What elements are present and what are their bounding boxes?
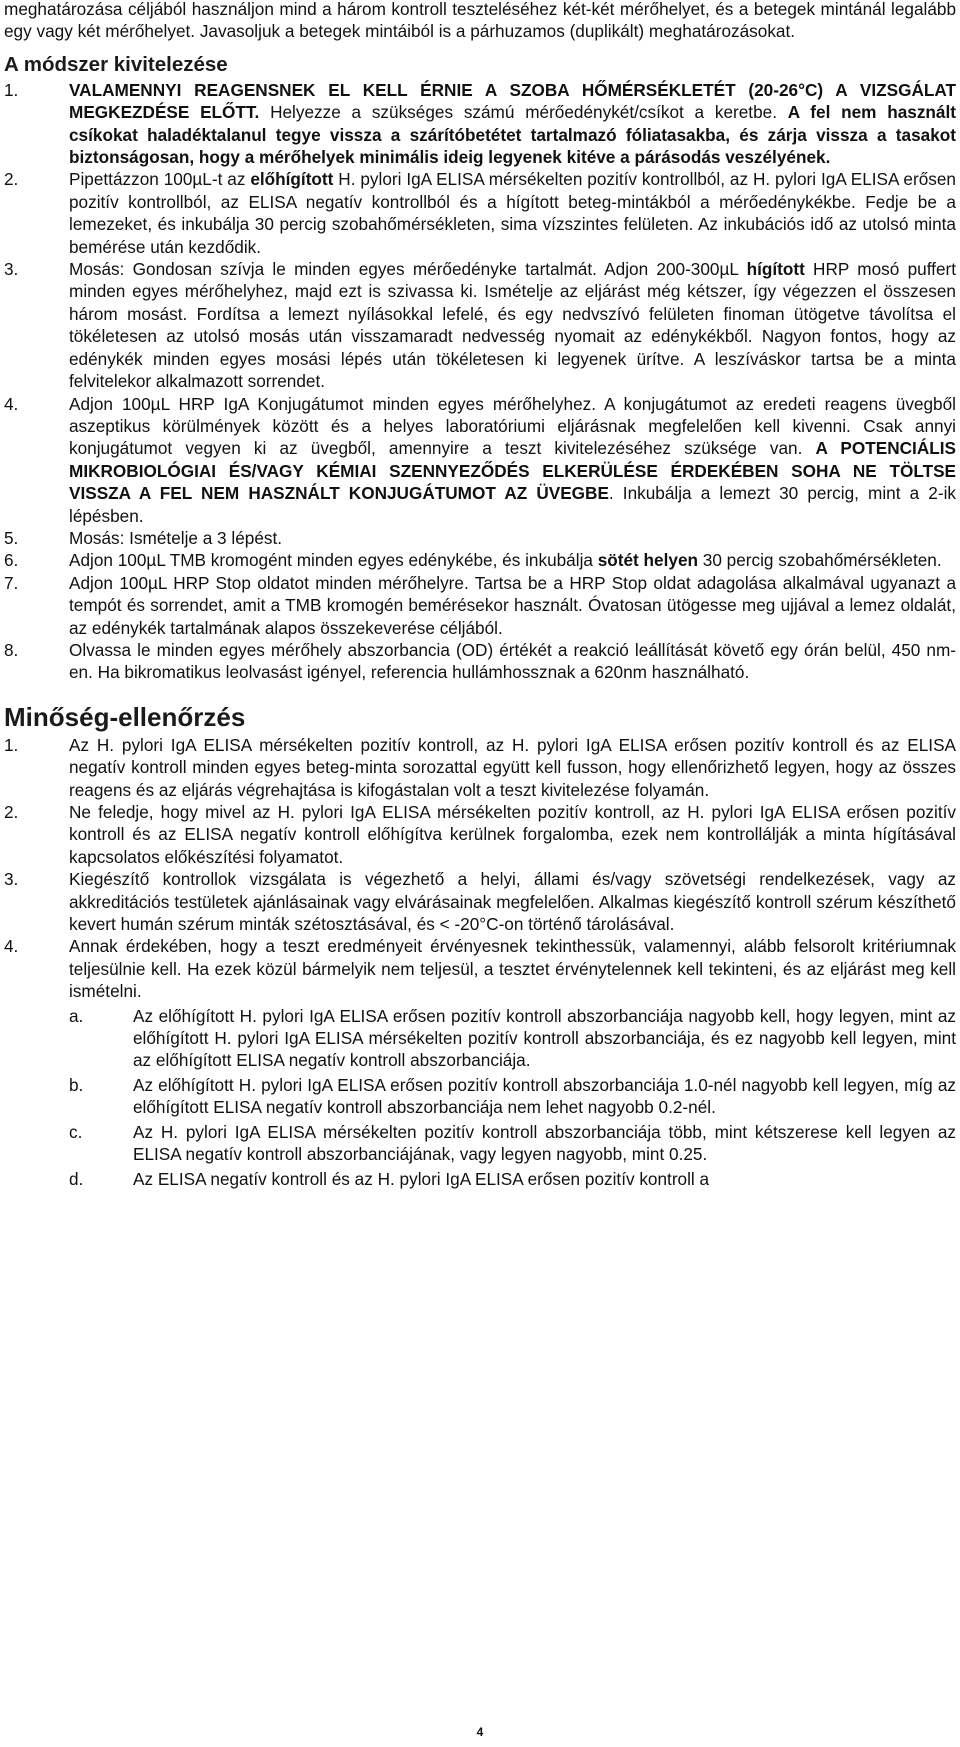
step-text [69,393,956,527]
step-number: 2. [4,169,19,190]
step-number: 8. [4,639,19,660]
step-text-a: Adjon 100µL TMB kromogént minden egyes edénykébe, és inkubálja [69,550,598,571]
step-text [69,79,956,169]
criterion-text: Az előhígított H. pylori IgA ELISA erősen pozitív kontroll abszorbanciája 1.0-nél nagyobb kell legyen, míg az előhígított ELISA negatív kontroll abszorbanciája nem lehet nagyobb 0.2-nél. [133,1074,956,1118]
qc-item-3 [4,868,956,935]
criterion-letter: c. [69,1121,83,1142]
step-text-c: HRP mosó puffert minden egyes mérőhelyhez, majd ezt is szivassa ki. Ismételje az eljárást még kétszer, így végezzen el összesen három mosást. Fordítsa a lemezt nyílásokkal lefelé, és egy nedvszívó felületen finoman ütögetve távolítsa el tökéletesen az utolsó mosás után visszamaradt nedvesség nyomait az edénykékből. Nagyon fontos, hogy az edénykék minden egyes mosási lépés után tökéletesen ki legyenek ürítve. A leszíváskor tartsa be a minta felvitelekor alkalmazott sorrendet. [69,259,957,392]
step-number: 7. [4,572,19,593]
method-heading: A módszer kivitelezése [4,52,228,76]
step-number: 5. [4,527,19,548]
qc-item-4 [4,935,956,1189]
step-text: Olvassa le minden egyes mérőhely abszorbancia (OD) értékét a reakció leállítását követő egy órán belül, 450 nm-en. Ha bikromatikus leolvasást igényel, referencia hullámhossznak a 620nm használható. [69,639,956,683]
step-bold-b: sötét helyen [597,550,699,571]
method-step-3 [4,258,956,392]
qc-criterion-d [69,1168,956,1190]
step-text [69,258,956,392]
step-text: Adjon 100µL HRP Stop oldatot minden mérőhelyre. Tartsa be a HRP Stop oldat adagolása alkalmával ugyanazt a tempót és sorrendet, amit a TMB kromogén bemérésekor használt. Óvatosan ütögesse meg ujjával a lemez oldalát, az edénykék tartalmának alapos összekeverése céljából. [69,572,956,638]
step-text-a: Adjon 100µL HRP IgA Konjugátumot minden egyes mérőhelyhez. A konjugátumot az eredeti reagens üvegből aszeptikus körülmények között és a helyes laboratóriumi eljárásnak megfelelően kell kivenni. Csak annyi konjugátumot vegyen ki az üvegből, amennyire a teszt kivitelezéséhez szüksége van. [69,393,956,459]
criterion-letter: d. [69,1168,84,1189]
qc-number: 2. [4,802,19,822]
step-bold-b: előhígított [250,169,334,190]
method-step-2 [4,168,956,258]
method-step-7 [4,572,956,639]
method-step-4 [4,393,956,527]
step-text: Mosás: Ismételje a 3 lépést. [69,527,283,548]
step-text-b: Helyezze a szükséges számú mérőedénykét/csíkot a keretbe. [259,102,788,123]
qc-item-2 [4,801,956,868]
step-text-c: 30 percig szobahőmérsékleten. [698,550,942,571]
step-text [69,549,956,571]
qc-number: 3. [4,869,19,890]
step-text [69,168,956,258]
criterion-text: Az előhígított H. pylori IgA ELISA erősen pozitív kontroll abszorbanciája nagyobb kell, hogy legyen, mint az előhígított H. pylori IgA ELISA mérsékelten pozitív kontroll abszorbanciája, és ez nagyobb kell legyen, mint az előhígított ELISA negatív kontroll abszorbanciája. [133,1005,956,1071]
qc-number: 1. [4,734,19,755]
method-step-8 [4,639,956,684]
method-step-6 [4,549,956,571]
step-number: 1. [4,79,19,100]
qc-criterion-a [69,1005,956,1072]
qc-list [4,734,956,1190]
step-bold-a: VALAMENNYI REAGENSNEK EL KELL ÉRNIE A SZOBA HŐMÉRSÉKLETÉT (20-26°C) A VIZSGÁLAT MEGKEZDÉSE ELŐTT. [69,79,956,123]
step-number: 6. [4,550,19,571]
step-text-c: H. pylori IgA ELISA mérsékelten pozitív kontrollból, az H. pylori IgA ELISA erősen pozitív kontrollból, az ELISA negatív kontrollból és a hígított beteg-mintákból a mérőedénykékbe. Fedje be a lemezeket, és inkubálja 30 percig szobahőmérsékleten, sima vízszintes felületen. Az inkubációs idő az utolsó minta bemérése után kezdődik. [69,169,956,257]
criterion-letter: b. [69,1074,84,1095]
qc-heading: Minőség-ellenőrzés [4,701,246,732]
qc-text: Ne feledje, hogy mivel az H. pylori IgA ELISA mérsékelten pozitív kontroll, az H. pylori IgA ELISA erősen pozitív kontroll és az ELISA negatív kontroll előhígítva kerülnek forgalomba, ezek nem kontrollálják a minta hígításával kapcsolatos előkészítési folyamatot. [69,802,956,867]
document-page [4,0,956,1190]
qc-item-4-body [69,935,956,1189]
step-bold-c: A fel nem használt csíkokat haladéktalanul tegye vissza a szárítóbetétet tartalmazó fóliatasakba, és zárja vissza a tasakot biztonságosan, hogy a mérőhelyek minimális ideig legyenek kitéve a párásodás veszélyének. [69,102,956,168]
qc-text: Kiegészítő kontrollok vizsgálata is végezhető a helyi, állami és/vagy szövetségi rendelkezések, vagy az akkreditációs testületek ajánlásainak vagy elvárásainak megfelelően. Alkalmas kiegészítő kontroll szérum készíthető kevert humán szérum minták szétosztásával, és < -20°C-on történő tárolásával. [69,869,956,935]
step-bold-b: hígított [746,259,805,280]
qc-criterion-c [69,1121,956,1166]
method-step-5 [4,527,956,549]
step-number: 3. [4,259,19,280]
step-number: 4. [4,393,19,414]
criterion-text: Az ELISA negatív kontroll és az H. pylori IgA ELISA erősen pozitív kontroll a [133,1168,710,1189]
step-bold-b: A POTENCIÁLIS MIKROBIOLÓGIAI ÉS/VAGY KÉMIAI SZENNYEZŐDÉS ELKERÜLÉSE ÉRDEKÉBEN SOHA NE TÖLTSE VISSZA A FEL NEM HASZNÁLT KONJUGÁTUMOT AZ ÜVEGBE [69,438,956,504]
method-list [4,79,956,684]
qc-item-1 [4,734,956,801]
method-step-1 [4,79,956,169]
step-text-a: Mosás: Gondosan szívja le minden egyes mérőedényke tartalmát. Adjon 200-300µL [69,259,747,280]
qc-text: Annak érdekében, hogy a teszt eredményeit érvényesnek tekinthessük, valamennyi, alább felsorolt kritériumnak teljesülnie kell. Ha ezek közül bármelyik nem teljesül, a tesztet érvénytelennek kell tekinteni, és az eljárást meg kell ismételni. [69,936,956,1002]
criterion-text: Az H. pylori IgA ELISA mérsékelten pozitív kontroll abszorbanciája több, mint kétszerese kell legyen az ELISA negatív kontroll abszorbanciájának, vagy legyen nagyobb, mint 0.25. [133,1121,956,1165]
qc-number: 4. [4,936,19,957]
page-number: 4 [476,1725,484,1739]
qc-criterion-b [69,1074,956,1119]
step-text-a: Pipettázzon 100µL-t az [69,169,251,190]
criterion-letter: a. [69,1005,84,1026]
intro-paragraph: meghatározása céljából használjon mind a három kontroll teszteléséhez két-két mérőhelyet, és a betegek mintánál legalább egy vagy két mérőhelyet. Javasoljuk a betegek mintáiból is a párhuzamos (duplikált) meghatározásokat. [4,0,956,42]
step-text-c: . Inkubálja a lemezt 30 percig, mint a 2-ik lépésben. [69,483,956,526]
qc-text: Az H. pylori IgA ELISA mérsékelten pozitív kontroll, az H. pylori IgA ELISA erősen pozitív kontroll és az ELISA negatív kontroll minden egyes beteg-minta sorozattal együtt kell fusson, hogy ellenőrizhető legyen, hogy az összes reagens és az eljárás végrehajtása is kifogástalan volt a teszt kivitelezése folyamán. [69,734,956,800]
